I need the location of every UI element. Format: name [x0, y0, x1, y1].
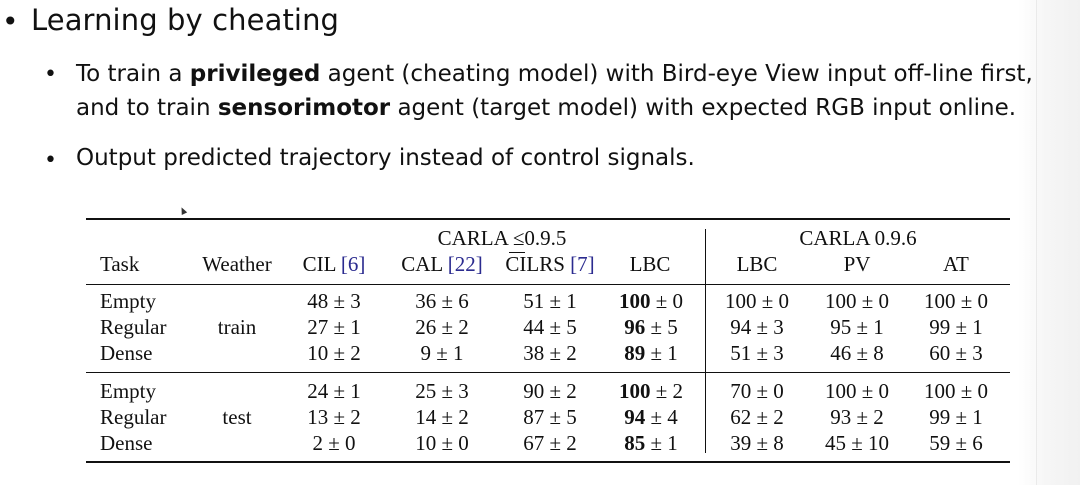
table-cell-cal: 36 ± 6 — [415, 289, 469, 313]
table-cell-cilrs: 44 ± 5 — [523, 315, 577, 339]
table-cell-lbc-096: 51 ± 3 — [730, 341, 784, 365]
table-cell-cil: 27 ± 1 — [307, 315, 361, 339]
column-header-lbc: LBC — [629, 252, 671, 276]
table-cell-lbc: 89 ± 1 — [624, 341, 678, 365]
table-cell-pv: 100 ± 0 — [824, 289, 890, 313]
slide-title: Learning by cheating — [31, 3, 340, 37]
table-cell-weather: train — [217, 315, 257, 339]
table-cell-lbc: 100 ± 2 — [618, 379, 684, 403]
sub-bullet-dot: • — [44, 62, 57, 87]
table-cell-lbc: 96 ± 5 — [624, 315, 678, 339]
table-cell-cil: 48 ± 3 — [307, 289, 361, 313]
table-cell-pv: 46 ± 8 — [830, 341, 884, 365]
table-cell-lbc-096: 100 ± 0 — [724, 289, 790, 313]
column-header-pv: PV — [843, 252, 871, 276]
table-cell-cil: 24 ± 1 — [307, 379, 361, 403]
group-header-carla-096: CARLA 0.9.6 — [799, 226, 917, 250]
table-cell-cal: 14 ± 2 — [415, 405, 469, 429]
table-cell-lbc: 85 ± 1 — [624, 431, 678, 455]
table-cell-lbc: 94 ± 4 — [624, 405, 678, 429]
table-cell-task: Regular — [100, 405, 167, 429]
table-block-rule — [86, 372, 1010, 373]
table-cell-at: 99 ± 1 — [929, 315, 983, 339]
table-cell-pv: 100 ± 0 — [824, 379, 890, 403]
table-cell-at: 59 ± 6 — [929, 431, 983, 455]
table-cell-lbc-096: 94 ± 3 — [730, 315, 784, 339]
table-cell-pv: 45 ± 10 — [824, 431, 890, 455]
main-bullet-dot: • — [2, 5, 19, 38]
column-header-cil: CIL [6] — [302, 252, 366, 276]
table-bottom-rule — [86, 461, 1010, 463]
table-cell-cal: 10 ± 0 — [415, 431, 469, 455]
column-header-weather: Weather — [202, 252, 272, 276]
column-header-cilrs: CILRS [7] — [505, 252, 595, 276]
table-cell-cilrs: 90 ± 2 — [523, 379, 577, 403]
column-header-at: AT — [943, 252, 969, 276]
table-cell-cilrs: 67 ± 2 — [523, 431, 577, 455]
table-top-rule — [86, 218, 1010, 220]
table-cell-cilrs: 38 ± 2 — [523, 341, 577, 365]
column-header-cal: CAL [22] — [401, 252, 483, 276]
table-version-divider — [705, 229, 706, 453]
table-cell-cilrs: 51 ± 1 — [523, 289, 577, 313]
column-header-task: Task — [100, 252, 140, 276]
table-cell-pv: 95 ± 1 — [830, 315, 884, 339]
table-cell-task: Empty — [100, 379, 156, 403]
table-cell-cilrs: 87 ± 5 — [523, 405, 577, 429]
mouse-cursor-icon — [179, 206, 187, 215]
table-cell-lbc-096: 70 ± 0 — [730, 379, 784, 403]
table-header-rule — [86, 284, 1010, 285]
sub-bullet-line: To train a privileged agent (cheating model) with Bird-eye View input off-line first, — [76, 61, 1033, 87]
table-cell-task: Empty — [100, 289, 156, 313]
table-cell-at: 60 ± 3 — [929, 341, 983, 365]
table-cell-cil: 13 ± 2 — [307, 405, 361, 429]
sub-bullet-line-continued: and to train sensorimotor agent (target model) with expected RGB input online. — [76, 95, 1017, 121]
group-header-carla-095: CARLA ≤0.9.5 — [437, 226, 567, 250]
table-cell-task: Dense — [100, 431, 153, 455]
table-cell-lbc-096: 62 ± 2 — [730, 405, 784, 429]
table-cell-cal: 25 ± 3 — [415, 379, 469, 403]
table-cell-task: Dense — [100, 341, 153, 365]
column-header-lbc-096: LBC — [736, 252, 778, 276]
table-cell-at: 100 ± 0 — [923, 289, 989, 313]
table-cell-at: 100 ± 0 — [923, 379, 989, 403]
table-cell-cal: 26 ± 2 — [415, 315, 469, 339]
table-cell-task: Regular — [100, 315, 167, 339]
table-cell-at: 99 ± 1 — [929, 405, 983, 429]
table-cell-cal: 9 ± 1 — [420, 341, 464, 365]
results-table — [86, 218, 1010, 466]
table-cell-weather: test — [222, 405, 252, 429]
table-cell-cil: 10 ± 2 — [307, 341, 361, 365]
table-cell-lbc: 100 ± 0 — [618, 289, 684, 313]
table-cell-pv: 93 ± 2 — [830, 405, 884, 429]
sub-bullet-line: Output predicted trajectory instead of control signals. — [76, 145, 695, 171]
sub-bullet-dot: • — [44, 148, 57, 173]
table-cell-cil: 2 ± 0 — [312, 431, 356, 455]
table-cell-lbc-096: 39 ± 8 — [730, 431, 784, 455]
